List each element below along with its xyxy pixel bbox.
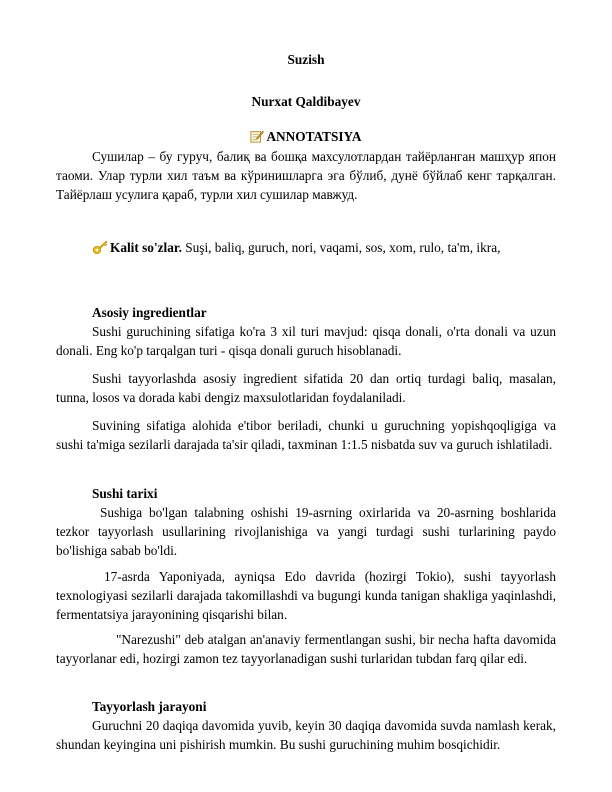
section-heading-preparation: Tayyorlash jarayoni xyxy=(92,699,207,714)
section-heading-ingredients: Asosiy ingredientlar xyxy=(92,305,207,320)
section-heading-history: Sushi tarixi xyxy=(92,486,158,501)
document-title: Suzish xyxy=(287,52,325,67)
keywords-label: Kalit so'zlar. xyxy=(110,240,182,255)
author-name: Nurxat Qaldibayev xyxy=(251,94,361,109)
section-paragraph: Sushi tayyorlashda asosiy ingredient sifatida 20 dan ortiq turdagi baliq, masalan, tunna, losos va dorada kabi dengiz maxsulotlaridan foydalaniladi. xyxy=(56,371,556,405)
keywords-text: Suşi, baliq, guruch, nori, vaqami, sos, xom, rulo, ta'm, ikra, xyxy=(181,240,501,255)
section-paragraph: Sushi guruchining sifatiga ko'ra 3 xil turi mavjud: qisqa donali, o'rta donali va uzun donali. Eng ko'p tarqalgan turi - qisqa donali guruch hisoblanadi. xyxy=(56,324,556,358)
section-paragraph: Guruchni 20 daqiqa davomida yuvib, keyin 30 daqiqa davomida suvda namlash kerak, shundan keyingina uni pishirish mumkin. Bu sushi guruchining muhim bosqichidir. xyxy=(56,718,556,752)
section-paragraph: Suvining sifatiga alohida e'tibor beriladi, chunki u guruchning yopishqoqligiga va sushi ta'miga sezilarli darajada ta'sir qiladi, taxminan 1:1.5 nisbatda suv va guruch ishlatiladi. xyxy=(56,418,556,452)
annotation-heading xyxy=(0,127,612,146)
memo-icon xyxy=(250,129,264,143)
key-icon xyxy=(92,239,108,255)
keywords-line xyxy=(92,238,500,257)
section-paragraph: "Narezushi" deb atalgan an'anaviy fermentlangan sushi, bir necha hafta davomida tayyorlanar edi, hozirgi zamon tez tayyorlanadigan sushi turlaridan tubdan farq qilar edi. xyxy=(56,632,556,666)
annotation-paragraph: Сушилар – бу гуруч, балиқ ва бошқа махсулотлардан тайёрланган машҳур япон таоми. Улар турли хил таъм ва кўринишларга эга бўлиб, дунё бўйлаб кенг тарқалган. Тайёрлаш усулига қараб, турли хил сушилар мавжуд. xyxy=(56,149,556,202)
section-paragraph: Sushiga bo'lgan talabning oshishi 19-asrning oxirlarida va 20-asrning boshlarida tezkor tayyorlash usullarining rivojlanishiga va yangi turdagi sushi turlarining paydo bo'lishiga sabab bo'ldi. xyxy=(56,505,556,558)
annotation-heading-text: ANNOTATSIYA xyxy=(266,129,362,144)
section-paragraph: 17-asrda Yaponiyada, ayniqsa Edo davrida (hozirgi Tokio), sushi tayyorlash texnologiyasi sezilarli darajada takomillashdi va bugungi kunda tanigan shakliga yaqinlashdi, fermentatsiya jarayonining qisqarishi bilan. xyxy=(56,569,556,622)
